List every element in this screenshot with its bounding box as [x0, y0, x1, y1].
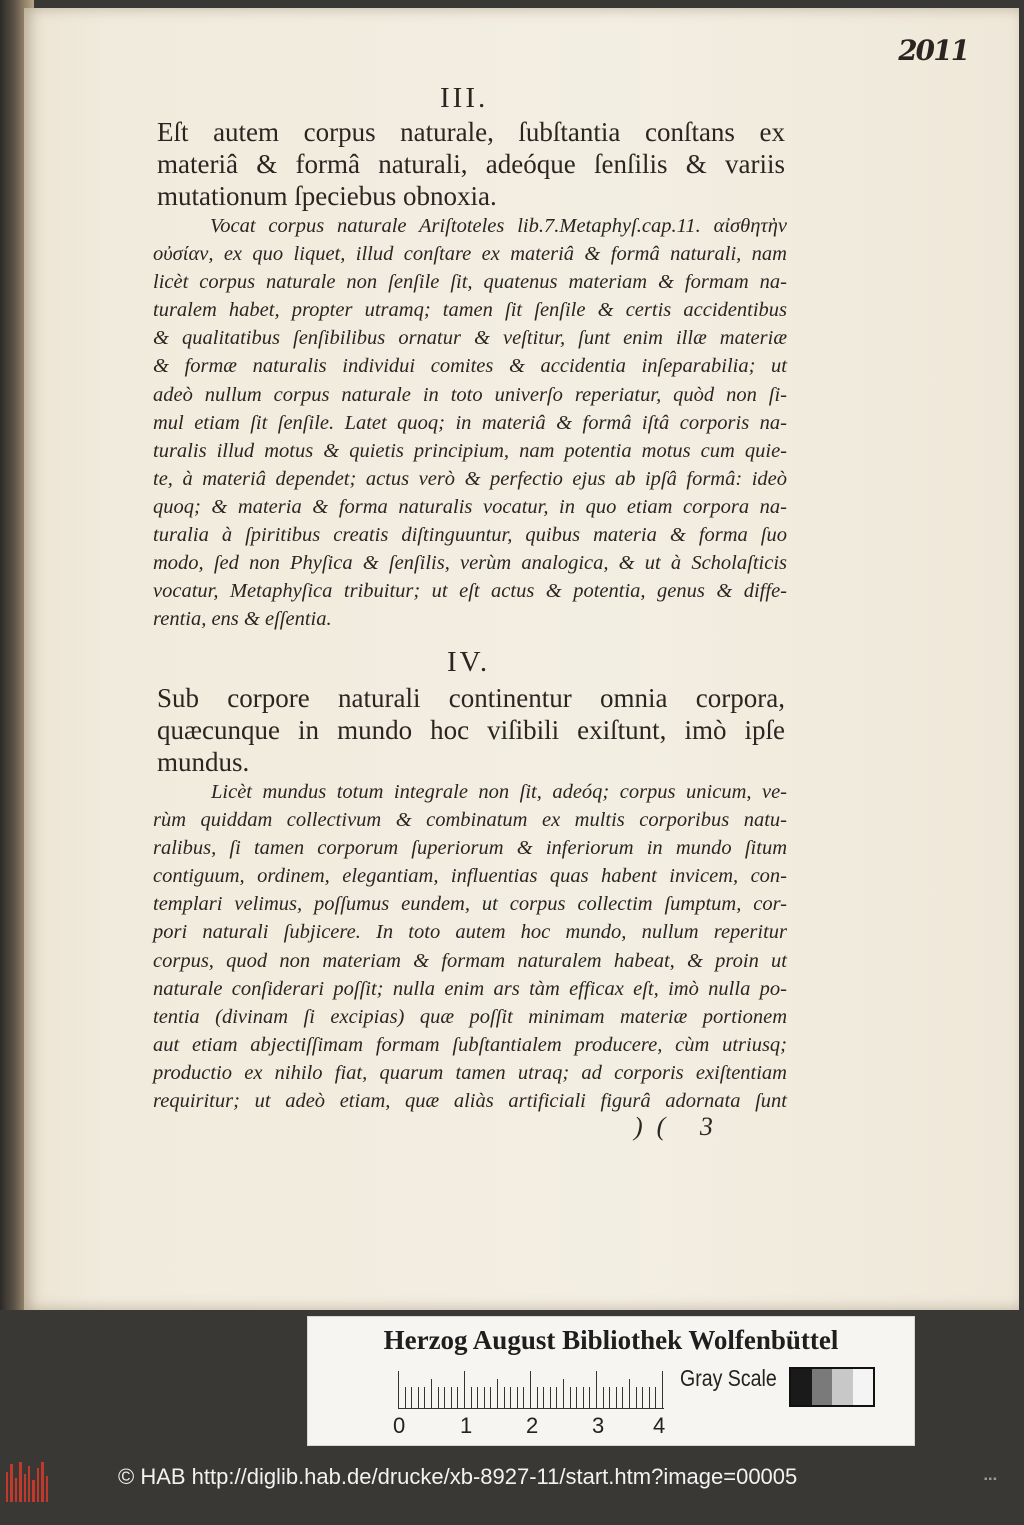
- ruler-tick: [576, 1387, 577, 1409]
- gray-scale-swatches: [789, 1367, 875, 1407]
- ruler-tick: [484, 1387, 485, 1409]
- commentary-line: aut etiam abjectiſſimam formam ſubſtantialem producere, cùm utriusq;: [153, 1033, 787, 1056]
- commentary-line: turalis illud motus & quietis principium, nam potentia motus cum quie-: [153, 439, 787, 462]
- ruler-tick: [431, 1379, 432, 1409]
- thesis-line: mundus.: [157, 747, 250, 777]
- logo-bar: [19, 1462, 21, 1502]
- commentary-line: rentia, ens & eſſentia.: [153, 608, 332, 631]
- ruler-tick: [398, 1371, 399, 1409]
- hab-logo-icon: [6, 1460, 48, 1502]
- ruler-number: 1: [460, 1413, 473, 1438]
- ruler-tick: [490, 1387, 491, 1409]
- commentary-line: Vocat corpus naturale Ariſtoteles lib.7.Metaphyſ.cap.11. αἰσθητὴν: [210, 215, 787, 237]
- ruler-tick: [451, 1387, 452, 1409]
- ruler-tick: [662, 1371, 663, 1409]
- ruler-tick: [589, 1387, 590, 1409]
- commentary-iii: [153, 212, 787, 633]
- ruler-tick: [622, 1387, 623, 1409]
- ruler-tick: [629, 1379, 630, 1409]
- thesis-iv: [157, 682, 785, 778]
- ruler-tick: [530, 1371, 531, 1409]
- scale-ruler: [398, 1369, 668, 1409]
- ruler-tick: [411, 1387, 412, 1409]
- ruler-tick: [603, 1387, 604, 1409]
- commentary-line: quoq; & materia & forma naturalis vocatur, in quo etiam corpora na-: [153, 495, 787, 518]
- ruler-tick: [543, 1387, 544, 1409]
- commentary-line: templari velimus, poſſumus eundem, ut corpus collectim ſumptum, cor-: [153, 893, 787, 916]
- ruler-tick: [523, 1387, 524, 1409]
- logo-bar: [24, 1474, 26, 1502]
- ruler-tick: [418, 1387, 419, 1409]
- commentary-line: & formæ naturalis individui comites & accidentia inſeparabilia; ut: [153, 355, 787, 378]
- ruler-tick: [471, 1387, 472, 1409]
- ruler-tick: [550, 1387, 551, 1409]
- ruler-tick: [570, 1387, 571, 1409]
- ruler-tick: [563, 1379, 564, 1409]
- commentary-line: vocatur, Metaphyſica tribuitur; ut eſt actus & potentia, genus & diffe-: [153, 580, 787, 603]
- gray-scale-label: Gray Scale: [680, 1365, 777, 1391]
- logo-bar: [46, 1476, 48, 1502]
- ruler-tick: [464, 1371, 465, 1409]
- commentary-line: modo, ſed non Phyſica & ſenſilis, verùm analogica, & ut à Scholaſticis: [153, 552, 787, 575]
- commentary-line: requiritur; ut adeò etiam, quæ aliàs artificiali figurâ adornata ſunt: [153, 1090, 787, 1113]
- commentary-line: tentia (divinam ſi excipias) quæ poſſit minimam materiæ portionem: [153, 1005, 787, 1028]
- ruler-number: 3: [592, 1413, 605, 1438]
- ruler-tick: [457, 1387, 458, 1409]
- ruler-tick: [596, 1371, 597, 1409]
- commentary-line: turalem habet, propter utramq; tamen ſit ſenſile & certis accidentibus: [153, 299, 787, 322]
- library-name: Herzog August Bibliothek Wolfenbüttel: [383, 1325, 839, 1355]
- commentary-line: mul etiam ſit ſenſile. Latet quoq; in materiâ & formâ iſtâ corporis na-: [153, 411, 787, 434]
- logo-bar: [15, 1478, 17, 1502]
- thesis-line: Eſt autem corpus naturale, ſubſtantia conſtans ex: [157, 117, 785, 147]
- ruler-number: 4: [653, 1413, 666, 1438]
- ruler-tick: [497, 1379, 498, 1409]
- commentary-line: οὐσίαν, ex quo liquet, illud conſtare ex materiâ & formâ naturali, nam: [153, 243, 787, 266]
- commentary-line: turalia à ſpiritibus creatis diſtinguuntur, quibus materia & forma ſuo: [153, 524, 787, 547]
- logo-bar: [41, 1462, 43, 1502]
- ruler-tick: [444, 1387, 445, 1409]
- logo-bar: [6, 1472, 8, 1502]
- thesis-line: materiâ & formâ naturali, adeóque ſenſilis & variis: [157, 149, 785, 179]
- ruler-tick: [438, 1387, 439, 1409]
- commentary-line: rùm quiddam collectivum & combinatum ex multis corporibus natu-: [153, 809, 787, 832]
- commentary-line: & qualitatibus ſenſibilibus ornatur & veſtitur, ſunt enim illæ materiæ: [153, 327, 787, 350]
- ruler-tick: [504, 1387, 505, 1409]
- thesis-line: Sub corpore naturali continentur omnia corpora,: [157, 683, 785, 713]
- ruler-tick: [649, 1387, 650, 1409]
- ruler-tick: [655, 1387, 656, 1409]
- folio-number: 2011: [895, 34, 971, 67]
- commentary-line: licèt corpus naturale non ſenſile ſit, quatenus materiam & formam na-: [153, 271, 787, 294]
- ruler-tick: [405, 1387, 406, 1409]
- commentary-line: corpus, quod non materiam & formam naturalem habeat, & proin ut: [153, 949, 787, 972]
- commentary-line: contiguum, ordinem, elegantiam, influentias quas habent invicem, con-: [153, 865, 787, 888]
- thesis-line: mutationum ſpeciebus obnoxia.: [157, 181, 497, 211]
- section-number-iii: III.: [440, 82, 489, 114]
- footer-mark-icon: ▪▪▪: [984, 1474, 998, 1485]
- commentary-line: Licèt mundus totum integrale non ſit, adeóq; corpus unicum, ve-: [211, 781, 787, 803]
- logo-bar: [37, 1468, 39, 1502]
- ruler-tick: [556, 1387, 557, 1409]
- ruler-tick: [477, 1387, 478, 1409]
- ruler-number: 0: [393, 1413, 406, 1438]
- commentary-line: ralibus, ſi tamen corporum ſuperiorum & inferiorum in mundo ſitum: [153, 837, 787, 860]
- commentary-line: te, à materiâ dependet; actus verò & perfectio ejus ab ipſâ formâ: ideò: [153, 467, 787, 490]
- commentary-line: adeò nullum corpus naturale in toto univerſo reperiatur, quòd non ſi-: [153, 383, 787, 406]
- logo-bar: [32, 1480, 34, 1502]
- ruler-tick: [642, 1387, 643, 1409]
- commentary-line: naturale conſiderari poſſit; nulla enim ars tàm efficax eſt, imò nulla po-: [153, 977, 787, 1000]
- commentary-iv: [153, 778, 787, 1115]
- gray-swatch: [812, 1369, 833, 1405]
- ruler-tick: [517, 1387, 518, 1409]
- gray-swatch: [791, 1369, 812, 1405]
- ruler-tick: [636, 1387, 637, 1409]
- thesis-iii: [157, 116, 785, 212]
- commentary-line: productio ex nihilo fiat, quarum tamen utraq; ad corporis exiſtentiam: [153, 1061, 787, 1084]
- ruler-tick: [609, 1387, 610, 1409]
- ruler-tick: [616, 1387, 617, 1409]
- ruler-tick: [537, 1387, 538, 1409]
- logo-bar: [28, 1466, 30, 1502]
- ruler-tick: [424, 1387, 425, 1409]
- gray-swatch: [853, 1369, 874, 1405]
- ruler-tick: [583, 1387, 584, 1409]
- gray-swatch: [832, 1369, 853, 1405]
- library-color-card: [307, 1316, 915, 1446]
- logo-bar: [10, 1464, 12, 1502]
- printer-signature: )( 3: [634, 1112, 727, 1141]
- copyright-url[interactable]: © HAB http://diglib.hab.de/drucke/xb-8927-11/start.htm?image=00005: [118, 1464, 798, 1489]
- section-number-iv: IV.: [447, 646, 491, 678]
- thesis-line: quæcunque in mundo hoc viſibili exiſtunt, imò ipſe: [157, 715, 785, 745]
- ruler-number: 2: [526, 1413, 539, 1438]
- ruler-tick: [510, 1387, 511, 1409]
- commentary-line: pori naturali ſubjicere. In toto autem hoc mundo, nullum reperitur: [153, 921, 787, 944]
